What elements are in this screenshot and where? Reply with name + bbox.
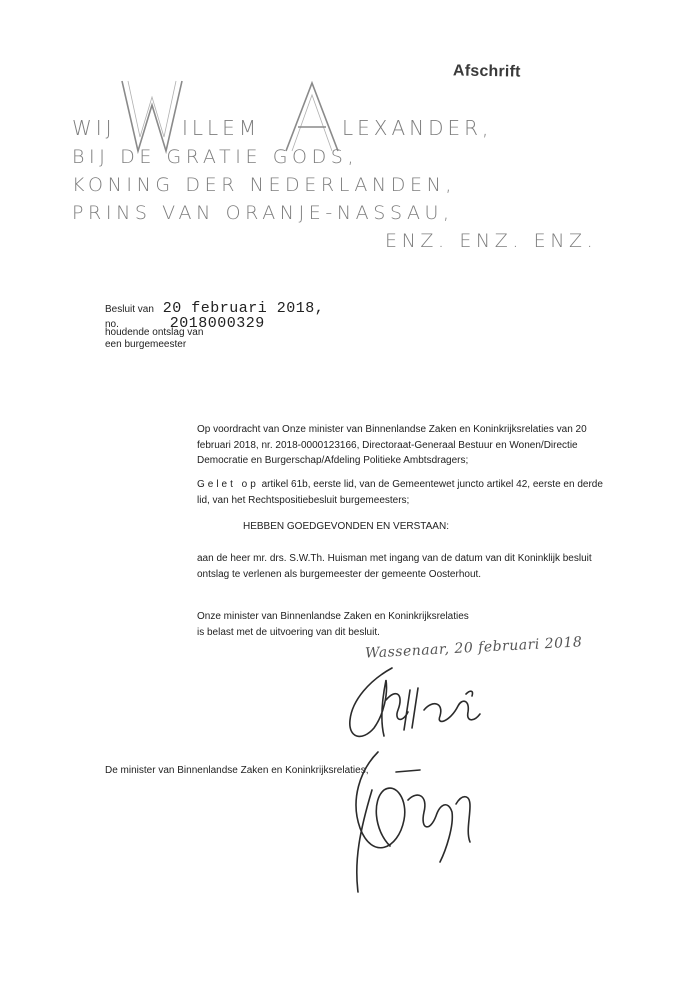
- svg-text:W: W: [120, 75, 121, 76]
- besluit-subject-line-2: een burgemeester: [105, 339, 187, 350]
- royal-title-wij: WIJ: [72, 116, 116, 140]
- besluit-no-label: no.: [105, 319, 119, 330]
- royal-title-line-1: [72, 75, 552, 151]
- heading-hebben-goedgevonden: HEBBEN GOEDGEVONDEN EN VERSTAAN:: [243, 521, 449, 532]
- paragraph-uitvoering: Onze minister van Binnenlandse Zaken en Koninkrijksrelaties is belast met de uitvoering van dit besluit.: [197, 611, 469, 638]
- svg-text:A: A: [284, 79, 285, 80]
- minister-line: De minister van Binnenlandse Zaken en Koninkrijksrelaties,: [105, 765, 369, 776]
- signature-minister: [356, 752, 470, 892]
- royal-title-illem: ILLEM: [182, 116, 261, 140]
- handwritten-place-date: Wassenaar, 20 februari 2018: [364, 634, 583, 662]
- royal-title-line-2: BIJ DE GRATIE GODS,: [72, 146, 359, 168]
- besluit-date: 20 februari 2018,: [162, 300, 325, 317]
- gelet-op-text: artikel 61b, eerste lid, van de Gemeentewet juncto artikel 42, eerste en derde lid, van het Rechtspositiebesluit burgemeesters;: [197, 479, 603, 506]
- paragraph-voordracht: Op voordracht van Onze minister van Binnenlandse Zaken en Koninkrijksrelaties van 20 februari 2018, nr. 2018-0000123166, Directoraat-Generaal Bestuur en Wonen/Directie Democratie en Burgerschap/Afdeling Politieke Ambtsdragers;: [197, 424, 587, 466]
- royal-title-line-5: ENZ. ENZ. ENZ.: [385, 230, 598, 252]
- royal-title-lexander: LEXANDER,: [342, 116, 493, 140]
- royal-title-line-4: PRINS VAN ORANJE-NASSAU,: [72, 202, 454, 224]
- besluit-number: 2018000329: [169, 315, 265, 332]
- gelet-op-label: Gelet op: [197, 479, 259, 490]
- paragraph-gelet-op: [197, 477, 617, 508]
- initial-w-decorative: [120, 77, 184, 155]
- paragraph-ontslag: aan de heer mr. drs. S.W.Th. Huisman met ingang van de datum van dit Koninklijk besluit ontslag te verlenen als burgemeester der gemeente Oosterhout.: [197, 553, 592, 580]
- initial-a-decorative: [284, 81, 340, 153]
- afschrift-stamp: Afschrift: [452, 62, 521, 81]
- signature-king: [350, 668, 480, 736]
- besluit-subject-line-1: houdende ontslag van: [105, 327, 204, 338]
- royal-title-line-3: KONING DER NEDERLANDEN,: [72, 174, 457, 196]
- besluit-label: Besluit van: [105, 304, 154, 315]
